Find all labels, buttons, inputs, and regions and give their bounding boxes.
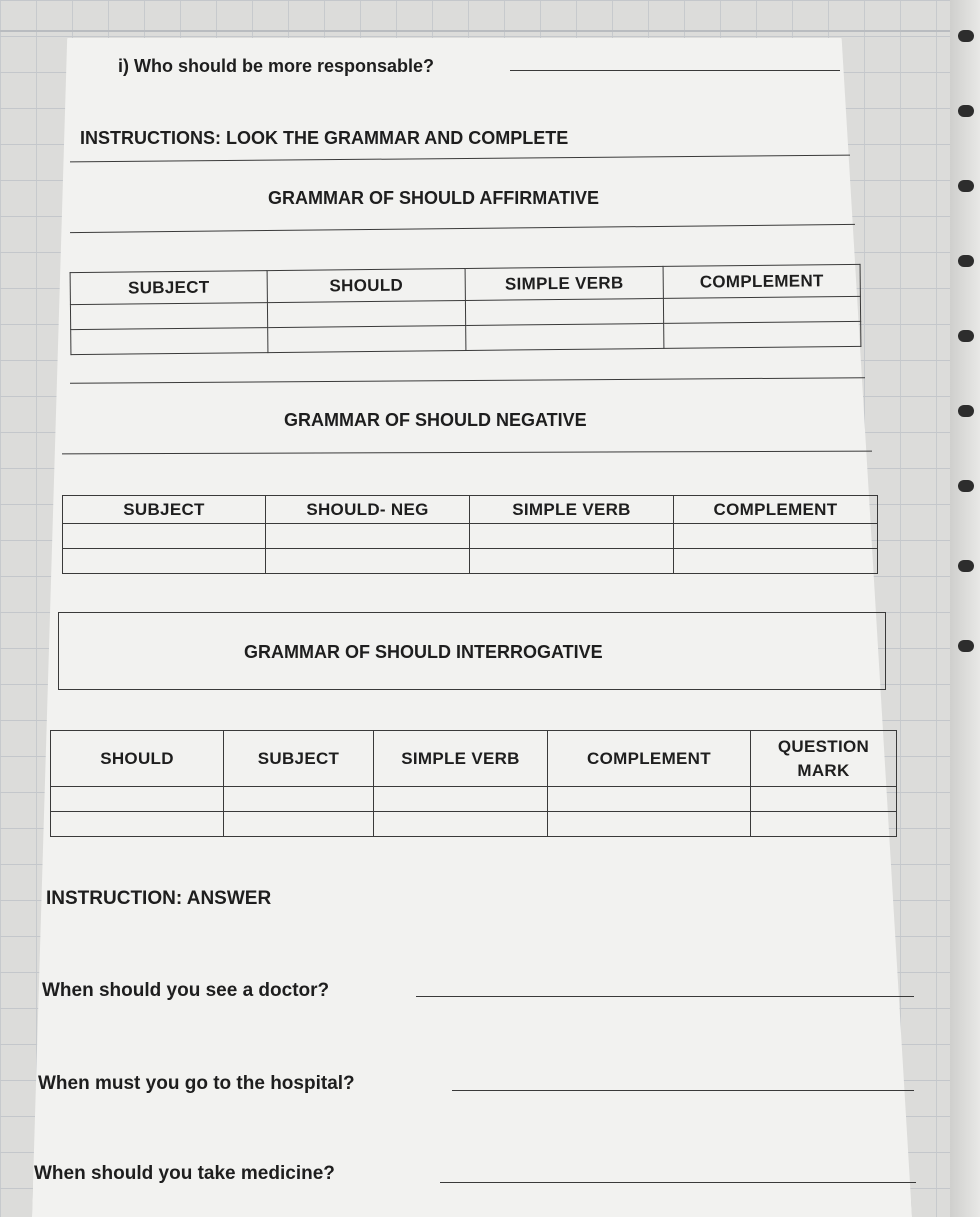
blank-cell[interactable] (374, 812, 548, 837)
answer-line-3[interactable] (440, 1182, 916, 1183)
negative-header-row (63, 496, 878, 524)
blank-cell[interactable] (266, 524, 470, 549)
header-complement: COMPLEMENT (663, 264, 860, 298)
answer-line-i[interactable] (510, 70, 840, 71)
header-simple-verb: SIMPLE VERB (374, 731, 548, 787)
header-simple-verb: SIMPLE VERB (470, 496, 674, 524)
blank-cell[interactable] (374, 787, 548, 812)
notebook-top-rule (0, 0, 980, 32)
header-subject: SUBJECT (63, 496, 266, 524)
question-3: When should you take medicine? (34, 1163, 335, 1184)
question-1: When should you see a doctor? (42, 980, 330, 1001)
blank-cell[interactable] (224, 787, 374, 812)
blank-cell[interactable] (224, 812, 374, 837)
interrogative-title: GRAMMAR OF SHOULD INTERROGATIVE (244, 642, 603, 662)
blank-cell[interactable] (548, 787, 751, 812)
blank-cell[interactable] (674, 524, 878, 549)
interrogative-table (50, 730, 897, 837)
blank-cell[interactable] (470, 524, 674, 549)
question-i: i) Who should be more responsable? (118, 56, 435, 76)
negative-blank-row (63, 549, 878, 574)
header-should: SHOULD (267, 269, 465, 303)
header-subject: SUBJECT (224, 731, 374, 787)
blank-cell[interactable] (266, 549, 470, 574)
blank-cell[interactable] (751, 812, 897, 837)
blank-cell[interactable] (63, 549, 266, 574)
affirmative-table (70, 264, 862, 355)
answer-line-1[interactable] (416, 996, 914, 997)
blank-cell[interactable] (71, 328, 268, 355)
answer-line-2[interactable] (452, 1090, 914, 1091)
question-2: When must you go to the hospital? (38, 1073, 355, 1094)
blank-cell[interactable] (664, 321, 861, 348)
instructions-complete: INSTRUCTIONS: LOOK THE GRAMMAR AND COMPLETE (80, 128, 569, 148)
blank-cell[interactable] (663, 296, 860, 323)
header-complement: COMPLEMENT (674, 496, 878, 524)
header-should: SHOULD (51, 731, 224, 787)
blank-cell[interactable] (51, 787, 224, 812)
negative-table (62, 495, 878, 574)
header-should-neg: SHOULD- NEG (266, 496, 470, 524)
blank-cell[interactable] (51, 812, 224, 837)
negative-title: GRAMMAR OF SHOULD NEGATIVE (284, 410, 587, 430)
interrogative-blank-row (51, 787, 897, 812)
header-complement: COMPLEMENT (548, 731, 751, 787)
header-simple-verb: SIMPLE VERB (465, 266, 663, 300)
blank-cell[interactable] (465, 298, 663, 325)
blank-cell[interactable] (674, 549, 878, 574)
instruction-answer: INSTRUCTION: ANSWER (46, 888, 272, 909)
negative-blank-row (63, 524, 878, 549)
blank-cell[interactable] (751, 787, 897, 812)
blank-cell[interactable] (267, 301, 465, 328)
blank-cell[interactable] (466, 323, 664, 350)
blank-cell[interactable] (268, 325, 466, 352)
affirmative-title: GRAMMAR OF SHOULD AFFIRMATIVE (268, 188, 599, 208)
notebook-spiral-binding (950, 0, 980, 1217)
header-subject: SUBJECT (70, 271, 267, 305)
blank-cell[interactable] (63, 524, 266, 549)
blank-cell[interactable] (470, 549, 674, 574)
blank-cell[interactable] (70, 303, 267, 330)
blank-cell[interactable] (548, 812, 751, 837)
interrogative-header-row (51, 731, 897, 787)
interrogative-blank-row (51, 812, 897, 837)
header-question-mark: QUESTION MARK (751, 731, 897, 787)
